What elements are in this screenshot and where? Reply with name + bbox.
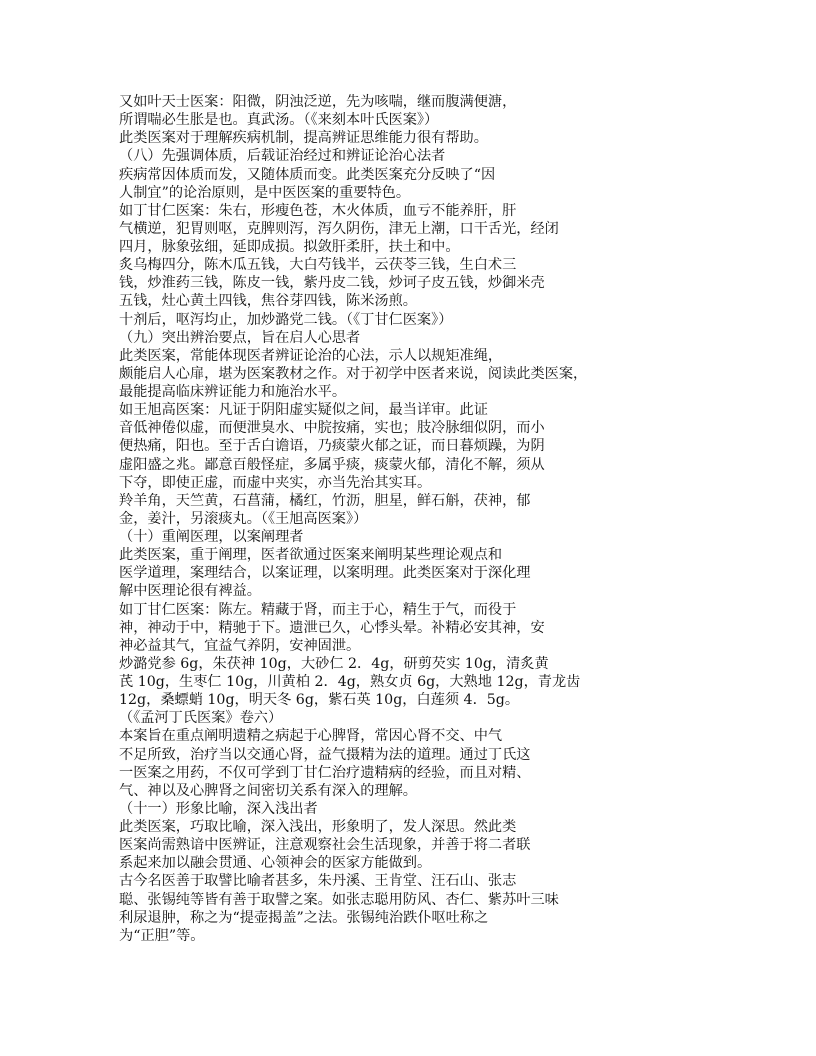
text-line: 系起来加以融会贯通、心领神会的医家方能做到。	[119, 855, 432, 872]
text-line: 此类医案，重于阐理，医者欲通过医案来阐明某些理论观点和	[119, 547, 503, 564]
text-line: 所谓喘必生胀是也。真武汤。（《来刻本叶氏医案》）	[119, 112, 439, 129]
section-heading: （十一）形象比喻，深入浅出者	[119, 800, 318, 817]
text-line: 芪 10g，生枣仁 10g，川黄柏 2．4g，熟女贞 6g，大熟地 12g，青龙齿	[119, 674, 581, 690]
text-line: 如丁甘仁医案：陈左。精藏于肾，而主于心，精生于气，而役于	[119, 601, 517, 618]
text-line: （《孟河丁氏医案》卷六）	[119, 710, 283, 727]
text-line: 钱，炒淮药三钱，陈皮一钱，紫丹皮二钱，炒诃子皮五钱，炒御米壳	[119, 275, 545, 292]
text-line: 虚阳盛之兆。鄙意百般怪症，多属乎痰，痰蒙火郁，清化不解，须从	[119, 456, 545, 473]
text-line: 此类医案，常能体现医者辨证论治的心法，示人以规矩准绳，	[119, 347, 503, 364]
text-line: 炒潞党参 6g，朱茯神 10g，大砂仁 2．4g，研剪芡实 10g，清炙黄	[119, 655, 549, 672]
text-line: 聪、张锡纯等皆有善于取譬之案。如张志聪用防风、杏仁、紫苏叶三味	[119, 891, 559, 908]
text-line: 利尿退肿，称之为“提壶揭盖”之法。张锡纯治跌仆呕吐称之	[119, 909, 489, 926]
text-line: 12g，桑螵蛸 10g，明天冬 6g，紫石英 10g，白莲须 4．5g。	[119, 692, 520, 709]
text-line: 如王旭高医案：凡证于阴阳虚实疑似之间，最当详审。此证	[119, 402, 488, 419]
text-line: 四月，脉象弦细，延即成损。拟敛肝柔肝，扶土和中。	[119, 239, 460, 255]
text-line: 羚羊角，天竺黄，石菖蒲，橘红，竹沥，胆星，鲜石斛，茯神，郁	[119, 492, 531, 509]
section-heading: （十）重阐医理，以案阐理者	[119, 529, 304, 545]
section-heading: （八）先强调体质，后载证治经过和辨证论治心法者	[119, 148, 446, 165]
text-line: 金，姜汁，另滚痰丸。（《王旭高医案》）	[119, 510, 368, 527]
text-line: 不足所致，治疗当以交通心肾，益气摄精为法的道理。通过丁氏这	[119, 746, 531, 763]
text-line: 古今名医善于取譬比喻者甚多，朱丹溪、王肯堂、汪石山、张志	[119, 873, 517, 890]
text-line: 五钱，灶心黄土四钱，焦谷芽四钱，陈米汤煎。	[119, 293, 417, 310]
text-line: 神必益其气，宜益气养阴，安神固泄。	[119, 637, 361, 654]
text-line: 颇能启人心扉，堪为医案教材之作。对于初学中医者来说，阅读此类医案，	[119, 365, 588, 382]
text-line: 人制宜”的论治原则，是中医医案的重要特色。	[119, 184, 411, 201]
text-line: 本案旨在重点阐明遗精之病起于心脾肾，常因心肾不交、中气	[119, 728, 503, 745]
text-line: 炙乌梅四分，陈木瓜五钱，大白芍钱半，云茯苓三钱，生白术三	[119, 257, 517, 274]
text-line: 此类医案对于理解疾病机制，提高辨证思维能力很有帮助。	[119, 130, 488, 147]
text-line: 如丁甘仁医案：朱右，形瘦色苍，木火体质，血亏不能养肝，肝	[119, 202, 517, 219]
text-line: 神，神动于中，精驰于下。遗泄已久，心悸头晕。补精必安其神，安	[119, 619, 545, 636]
text-line: 音低神倦似虚，而便泄臭水、中脘按痛，实也；肢冷脉细似阴，而小	[119, 420, 545, 437]
text-line: 十剂后，呕泻均止，加炒潞党二钱。（《丁甘仁医案》）	[119, 311, 453, 328]
body-text	[119, 93, 588, 945]
text-line: 气横逆，犯胃则呕，克脾则泻，泻久阴伤，津无上潮，口干舌光，经闭	[119, 220, 559, 237]
text-line: 气、神以及心脾肾之间密切关系有深入的理解。	[119, 782, 417, 799]
text-line: 又如叶天士医案：阳微，阴浊泛逆，先为咳喘，继而腹满便溏，	[119, 94, 517, 110]
text-line: 最能提高临床辨证能力和施治水平。	[119, 384, 347, 400]
section-heading: （九）突出辨治要点，旨在启人心思者	[119, 329, 361, 346]
text-line: 医案尚需熟谙中医辨证，注意观察社会生活现象，并善于将二者联	[119, 837, 531, 854]
text-line: 一医案之用药，不仅可学到丁甘仁治疗遗精病的经验，而且对精、	[119, 764, 531, 781]
text-line: 为“正胆”等。	[119, 927, 205, 944]
text-line: 此类医案，巧取比喻，深入浅出，形象明了，发人深思。然此类	[119, 819, 517, 835]
text-line: 医学道理，案理结合，以案证理，以案明理。此类医案对于深化理	[119, 565, 531, 582]
text-line: 解中医理论很有裨益。	[119, 583, 261, 600]
text-line: 疾病常因体质而发，又随体质而变。此类医案充分反映了“因	[119, 166, 496, 183]
text-line: 下夺，即使正虚，而虚中夹实，亦当先治其实耳。	[119, 474, 432, 491]
text-line: 便热痛，阳也。至于舌白谵语，乃痰蒙火郁之证，而日暮烦躁，为阴	[119, 438, 545, 455]
